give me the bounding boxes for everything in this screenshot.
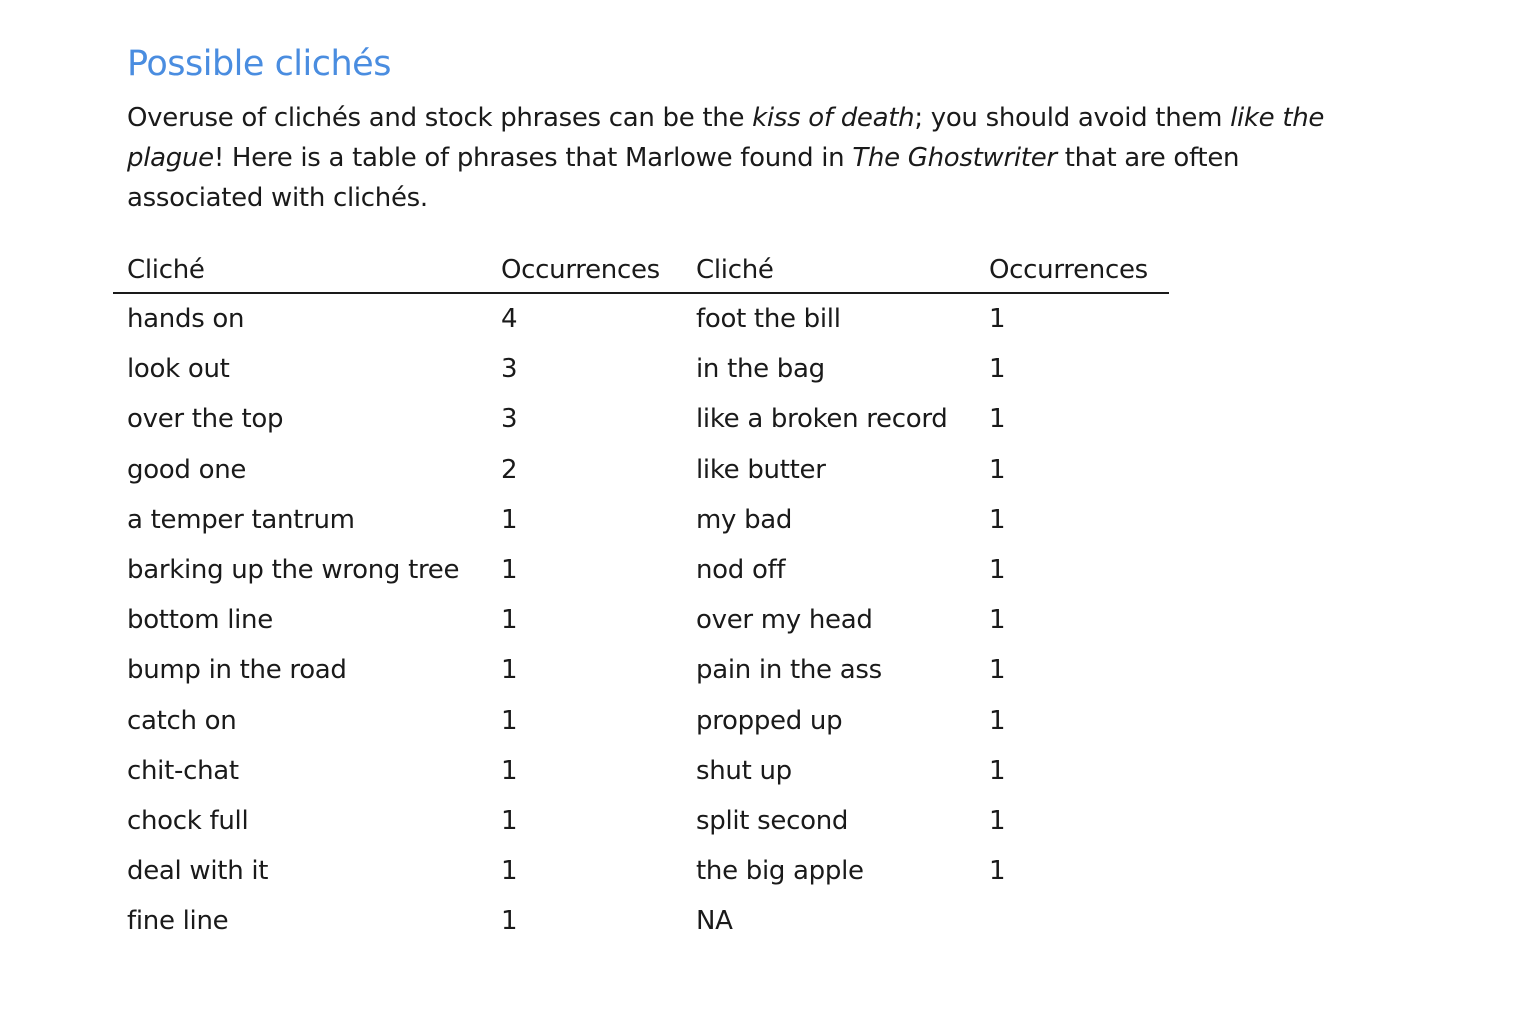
occurrences-cell: 1 [501, 755, 518, 786]
occurrences-cell: 1 [989, 454, 1006, 485]
occurrences-cell: 1 [501, 555, 518, 586]
table-header [113, 247, 1169, 293]
cliche-cell: bump in the road [127, 655, 347, 686]
cliche-cell: fine line [127, 906, 229, 937]
cliche-cell: pain in the ass [696, 655, 882, 686]
occurrences-cell: 1 [501, 906, 518, 937]
cliche-cell: in the bag [696, 354, 825, 385]
occurrences-cell: 1 [501, 705, 518, 736]
header-occurrences-1: Occurrences [501, 254, 660, 285]
occurrences-cell: 1 [989, 755, 1006, 786]
occurrences-cell: 1 [989, 605, 1006, 636]
intro-emphasis: like the plague [127, 103, 1325, 173]
intro-book-title: The Ghostwriter [852, 143, 1057, 173]
intro-paragraph [127, 98, 1377, 218]
table-row [113, 595, 1169, 645]
occurrences-cell: 1 [989, 655, 1006, 686]
occurrences-cell: 3 [501, 404, 518, 435]
table-row [113, 545, 1169, 595]
cliche-cell: hands on [127, 304, 245, 335]
cliche-cell: a temper tantrum [127, 504, 355, 535]
cliche-cell: like a broken record [696, 404, 948, 435]
table-row [113, 746, 1169, 796]
occurrences-cell: 1 [501, 655, 518, 686]
table-header-row [113, 247, 1169, 293]
cliche-cell: my bad [696, 504, 793, 535]
occurrences-cell: 1 [501, 605, 518, 636]
cliche-cell: nod off [696, 555, 786, 586]
intro-text: that are often associated with clichés. [127, 143, 1240, 213]
occurrences-cell: 1 [501, 504, 518, 535]
table-row [113, 394, 1169, 444]
cliche-cell: deal with it [127, 856, 269, 887]
cliche-cell: propped up [696, 705, 843, 736]
cliche-cell: NA [696, 906, 733, 937]
intro-text: Overuse of clichés and stock phrases can be the [127, 103, 753, 133]
occurrences-cell: 1 [989, 404, 1006, 435]
table-body [113, 293, 1169, 946]
table-row [113, 846, 1169, 896]
section-title: Possible clichés [127, 44, 391, 84]
cliche-cell: shut up [696, 755, 792, 786]
cliche-cell: catch on [127, 705, 237, 736]
occurrences-cell: 1 [989, 354, 1006, 385]
table-row [113, 696, 1169, 746]
cliche-cell: the big apple [696, 856, 864, 887]
cliche-cell: bottom line [127, 605, 273, 636]
occurrences-cell: 1 [989, 504, 1006, 535]
cliche-cell: like butter [696, 454, 826, 485]
occurrences-cell: 1 [989, 304, 1006, 335]
table-row [113, 445, 1169, 495]
cliche-cell: good one [127, 454, 247, 485]
table-row [113, 645, 1169, 695]
cliche-cell: over the top [127, 404, 284, 435]
table-row [113, 796, 1169, 846]
cliche-table [113, 247, 1169, 946]
header-cliche-2: Cliché [696, 254, 774, 285]
cliche-cell: over my head [696, 605, 873, 636]
occurrences-cell: 2 [501, 454, 518, 485]
occurrences-cell: 1 [501, 856, 518, 887]
table-row [113, 344, 1169, 394]
header-cliche-1: Cliché [127, 254, 205, 285]
intro-text: ; you should avoid them [914, 103, 1231, 133]
intro-text: ! Here is a table of phrases that Marlowe found in [213, 143, 853, 173]
cliche-cell: barking up the wrong tree [127, 555, 460, 586]
table-row [113, 293, 1169, 344]
occurrences-cell: 3 [501, 354, 518, 385]
cliche-cell: look out [127, 354, 230, 385]
cliche-cell: chock full [127, 805, 249, 836]
occurrences-cell: 1 [989, 705, 1006, 736]
occurrences-cell: 4 [501, 304, 518, 335]
table-row [113, 896, 1169, 946]
occurrences-cell [975, 896, 1169, 946]
occurrences-cell: 1 [989, 856, 1006, 887]
occurrences-cell: 1 [501, 805, 518, 836]
occurrences-cell: 1 [989, 555, 1006, 586]
intro-emphasis: kiss of death [752, 103, 915, 133]
table-row [113, 495, 1169, 545]
header-occurrences-2: Occurrences [989, 254, 1148, 285]
cliche-cell: chit-chat [127, 755, 239, 786]
cliche-cell: foot the bill [696, 304, 841, 335]
occurrences-cell: 1 [989, 805, 1006, 836]
cliche-cell: split second [696, 805, 849, 836]
